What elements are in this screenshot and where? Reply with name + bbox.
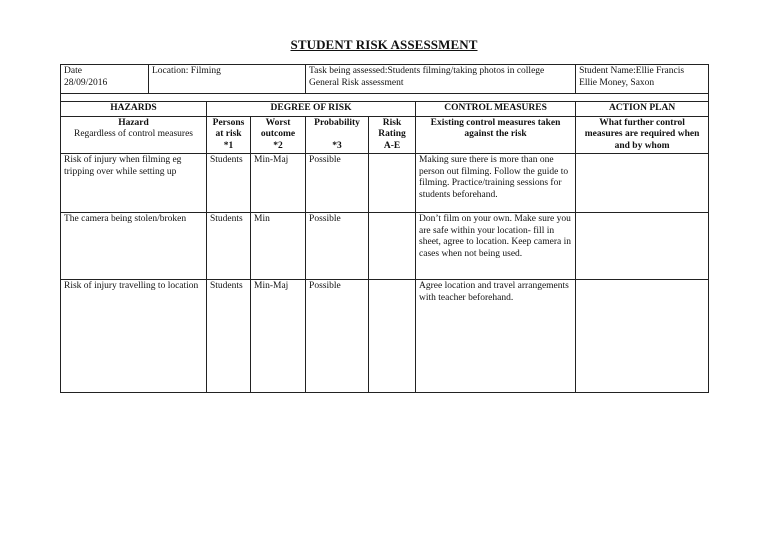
worst-cell: Min-Maj [251,154,306,213]
persons-cell: Students [207,154,251,213]
task-cell [306,65,576,94]
action-label-3: and by whom [614,140,670,151]
action-label-1: What further control [599,117,685,128]
student-line-1: Student Name:Ellie Francis [579,66,685,76]
worst-label-3: *2 [273,140,283,151]
worst-cell: Min [251,213,306,280]
control-cell: Don’t film on your own. Make sure you are safe within your location- fill in sheet, agree to location. Keep camera in cases when not being used. [416,213,576,280]
table-row [61,154,709,213]
task-line-2: General Risk assessment [309,77,404,88]
location-text: Location: Filming [152,66,221,76]
control-cell: Agree location and travel arrangements with teacher beforehand. [416,280,576,393]
persons-label-2: at risk [215,129,242,139]
info-row [61,65,709,94]
persons-label-3: *1 [223,140,234,151]
date-value: 28/09/2016 [64,77,108,88]
action-column-header [576,116,709,154]
risk-assessment-table [60,64,709,393]
rating-cell [369,154,416,213]
action-cell [576,154,709,213]
task-line-1: Task being assessed:Students filming/taking photos in college [309,66,545,76]
student-cell [576,65,709,94]
hazard-subtitle: Regardless of control measures [74,129,193,139]
rating-label-1: Risk [382,117,402,128]
action-header: ACTION PLAN [576,102,709,117]
hazard-cell: The camera being stolen/broken [61,213,207,280]
table-row [61,213,709,280]
date-label: Date [64,66,82,76]
table-row [61,280,709,393]
rating-column-header [369,116,416,154]
group-header-row [61,102,709,117]
rating-label-2: Rating [378,129,406,139]
column-header-row [61,116,709,154]
persons-cell: Students [207,280,251,393]
action-cell [576,280,709,393]
degree-header: DEGREE OF RISK [207,102,416,117]
probability-cell: Possible [306,280,369,393]
rating-cell [369,213,416,280]
hazard-cell: Risk of injury travelling to location [61,280,207,393]
worst-label-2: outcome [260,129,296,139]
location-cell [149,65,306,94]
probability-cell: Possible [306,154,369,213]
hazard-title: Hazard [118,117,149,128]
hazard-column-header [61,116,207,154]
student-line-2: Ellie Money, Saxon [579,77,655,88]
control-label-2: against the risk [464,129,527,139]
probability-cell: Possible [306,213,369,280]
action-cell [576,213,709,280]
control-label-1: Existing control measures taken [430,117,561,128]
control-header: CONTROL MEASURES [416,102,576,117]
worst-column-header [251,116,306,154]
probability-label-3: *3 [332,140,342,151]
probability-label-1: Probability [314,117,360,128]
rating-cell [369,280,416,393]
persons-label-1: Persons [212,117,245,128]
hazards-header: HAZARDS [61,102,207,117]
action-label-2: measures are required when [584,129,700,139]
probability-column-header [306,116,369,154]
hazard-cell: Risk of injury when filming eg tripping over while setting up [61,154,207,213]
control-cell: Making sure there is more than one person out filming. Follow the guide to filming. Practice/training sessions for students beforehand. [416,154,576,213]
control-column-header [416,116,576,154]
persons-cell: Students [207,213,251,280]
persons-column-header [207,116,251,154]
rating-label-3: A-E [383,140,401,151]
worst-label-1: Worst [265,117,291,128]
date-cell [61,65,149,94]
worst-cell: Min-Maj [251,280,306,393]
page-title: STUDENT RISK ASSESSMENT [290,37,478,52]
